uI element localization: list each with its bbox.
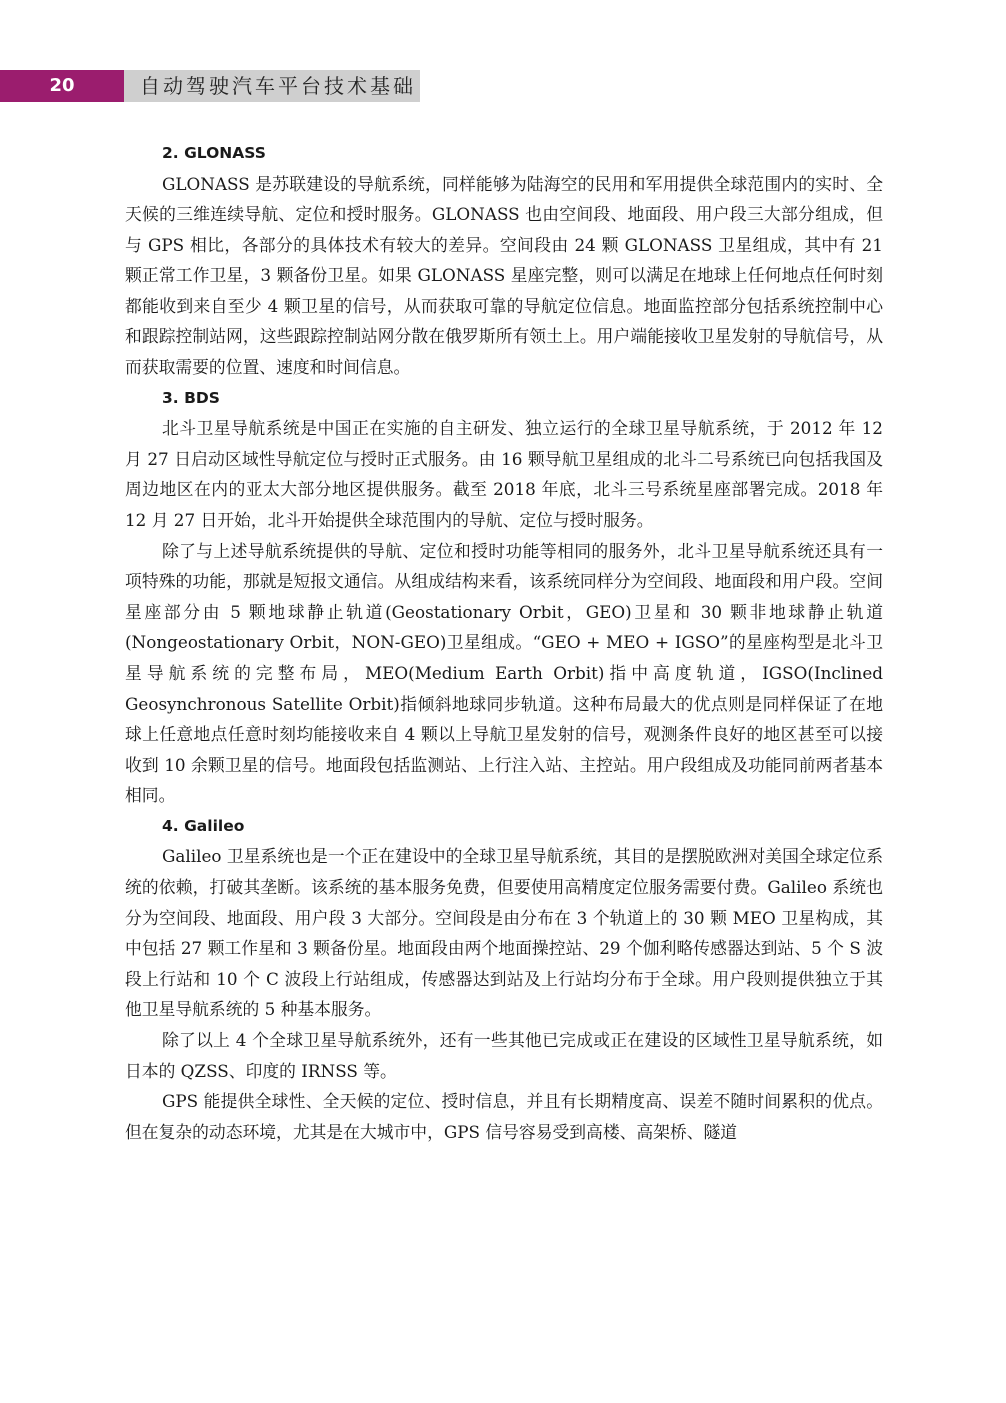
section-heading-galileo: 4. Galileo	[162, 816, 245, 835]
section-heading-glonass: 2. GLONASS	[162, 144, 266, 162]
book-title: 自动驾驶汽车平台技术基础	[124, 70, 420, 102]
paragraph-bds-1: 北斗卫星导航系统是中国正在实施的自主研发、独立运行的全球卫星导航系统，于 2012 年 12 月 27 日启动区域性导航定位与授时正式服务。由 16 颗导航卫星组成的北斗二号系统已向包括我国及周边地区在内的亚太大部分地区提供服务。截至 2018 年底，北斗三号系统星座部署完成。2018 年 12 月 27 日开始，北斗开始提供全球范围内的导航、定位与授时服务。	[125, 418, 883, 530]
page-number: 20	[0, 70, 124, 102]
paragraph-galileo-3: GPS 能提供全球性、全天候的定位、授时信息，并且有长期精度高、误差不随时间累积的优点。但在复杂的动态环境，尤其是在大城市中，GPS 信号容易受到高楼、高架桥、隧道	[125, 1091, 883, 1142]
running-header	[0, 70, 420, 102]
paragraph-galileo-1: Galileo 卫星系统也是一个正在建设中的全球卫星导航系统，其目的是摆脱欧洲对美国全球定位系统的依赖，打破其垄断。该系统的基本服务免费，但要使用高精度定位服务需要付费。Galileo 系统也分为空间段、地面段、用户段 3 大部分。空间段是由分布在 3 个轨道上的 30 颗 MEO 卫星构成，其中包括 27 颗工作星和 3 颗备份星。地面段由两个地面操控站、29 个伽利略传感器达到站、5 个 S 波段上行站和 10 个 C 波段上行站组成，传感器达到站及上行站均分布于全球。用户段则提供独立于其他卫星导航系统的 5 种基本服务。	[125, 846, 883, 1020]
paragraph-galileo-2: 除了以上 4 个全球卫星导航系统外，还有一些其他已完成或正在建设的区域性卫星导航系统，如日本的 QZSS、印度的 IRNSS 等。	[125, 1029, 883, 1081]
page-body	[125, 138, 883, 1147]
paragraph-glonass: GLONASS 是苏联建设的导航系统，同样能够为陆海空的民用和军用提供全球范围内的实时、全天候的三维连续导航、定位和授时服务。GLONASS 也由空间段、地面段、用户段三大部分组成，但与 GPS 相比，各部分的具体技术有较大的差异。空间段由 24 颗 GLONASS 卫星组成，其中有 21 颗正常工作卫星，3 颗备份卫星。如果 GLONASS 星座完整，则可以满足在地球上任何地点任何时刻都能收到来自至少 4 颗卫星的信号，从而获取可靠的导航定位信息。地面监控部分包括系统控制中心和跟踪控制站网，这些跟踪控制站网分散在俄罗斯所有领土上。用户端能接收卫星发射的导航信号，从而获取需要的位置、速度和时间信息。	[125, 173, 883, 378]
section-heading-bds: 3. BDS	[162, 388, 220, 407]
paragraph-bds-2: 除了与上述导航系统提供的导航、定位和授时功能等相同的服务外，北斗卫星导航系统还具有一项特殊的功能，那就是短报文通信。从组成结构来看，该系统同样分为空间段、地面段和用户段。空间星座部分由 5 颗地球静止轨道(Geostationary Orbit，GEO)卫星和 30 颗非地球静止轨道(Nongeostationary Orbit，NON-GEO)卫星组成。“GEO + MEO + IGSO”的星座构型是北斗卫星导航系统的完整布局，MEO(Medium Earth Orbit)指中高度轨道，IGSO(Inclined Geosynchronous Satellite Orbit)指倾斜地球同步轨道。这种布局最大的优点则是同样保证了在地球上任意地点任意时刻均能接收来自 4 颗以上导航卫星发射的信号，观测条件良好的地区甚至可以接收到 10 余颗卫星的信号。地面段包括监测站、上行注入站、主控站。用户段组成及功能同前两者基本相同。	[125, 540, 883, 806]
